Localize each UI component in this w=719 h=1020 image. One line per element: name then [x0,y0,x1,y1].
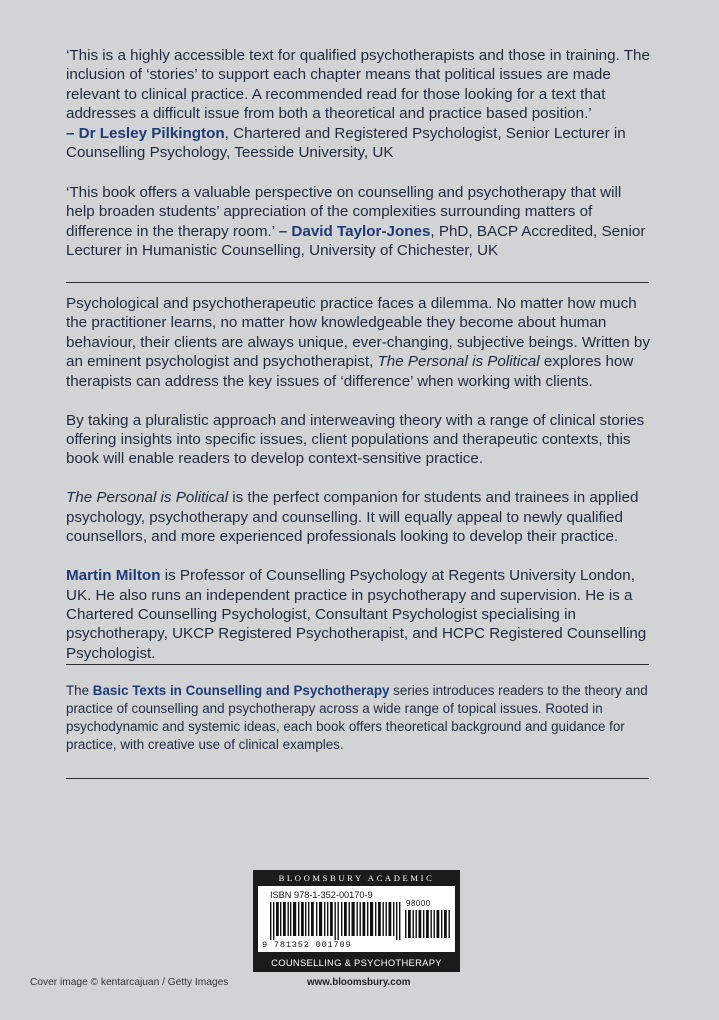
quote-pilkington [66,46,652,162]
description [66,294,652,663]
series-name: Basic Texts in Counselling and Psychotherapy [92,683,390,698]
description-paragraph [66,294,652,391]
divider-top [66,282,649,283]
book-title: The Personal is Political [377,353,540,371]
author-name: Martin Milton [66,567,161,585]
cover-image-credit: Cover image © kentarcajuan / Getty Images [30,977,229,988]
publisher-website: www.bloomsbury.com [307,977,411,988]
description-text: Psychological and psychotherapeutic practice faces a dilemma. No matter how much the practitioner learns, no matter how knowledgeable they become about human behaviour, their clients are always unique, ever-changing, subjective beings. Written by an eminent psychologist and psychotherapist, [66,295,650,371]
divider-middle [66,664,649,665]
series-text: The [66,683,93,698]
barcode-panel [258,886,455,952]
author-bio-text: is Professor of Counselling Psychology at Regents University London, UK. He also runs an independent practice in psychotherapy and supervision. He is a Chartered Counselling Psychologist, Consultant Psychologist specialising in psychotherapy, UKCP Registered Psychotherapist, and HCPC Registered Counselling Psychologist. [66,567,647,662]
author-bio [66,566,652,663]
publisher-name: BLOOMSBURY ACADEMIC [278,873,435,883]
description-paragraph [66,411,652,469]
description-text: explores how therapists can address the key issues of ‘difference’ when working with clients. [66,353,634,390]
ean-barcode [270,902,401,940]
book-title: The Personal is Political [66,489,229,507]
quote-author: – David Taylor-Jones [278,222,431,240]
quote-author: – Dr Lesley Pilkington [66,124,225,142]
price-barcode [405,910,451,938]
quote-text: ‘This book offers a valuable perspective on counselling and psychotherapy that will help broaden students’ appreciation of the complexities surrounding matters of difference in the therapy room.’ [66,184,622,240]
isbn-number: ISBN 978-1-352-00170-9 [270,890,373,900]
quote-affiliation: , Chartered and Registered Psychologist, Senior Lecturer in Counselling Psychology, Teesside University, UK [66,124,626,162]
quote-text: ‘This is a highly accessible text for qualified psychotherapists and those in training. The inclusion of ‘stories’ to support each chapter means that political issues are made relevant to clinical practice. A recommended read for those looking for a text that addresses a difficult issue from both a theoretical and practice based position.’ [66,47,650,123]
category-label: COUNSELLING & PSYCHOTHERAPY [271,957,442,968]
series-blurb [66,682,652,754]
description-paragraph [66,488,652,546]
quote-affiliation: , PhD, BACP Accredited, Senior Lecturer in Humanistic Counselling, University of Chichester, UK [66,222,646,260]
ean-digits: 9 781352 001709 [262,940,352,950]
series-text: series introduces readers to the theory and practice of counselling and psychotherapy across a wide range of topical issues. Rooted in psychodynamic and systemic ideas, each book offers theoretical background and guidance for practice, with creative use of clinical examples. [66,683,648,752]
divider-bottom [66,778,649,779]
barcode-block [253,870,460,972]
description-text: is the perfect companion for students and trainees in applied psychology, psychotherapy and counselling. It will equally appeal to newly qualified counsellors, and more experienced professionals looking to develop their practice. [66,489,639,546]
price-code: 98000 [406,899,431,908]
quote-taylor-jones [66,183,652,261]
description-text: By taking a pluralistic approach and interweaving theory with a range of clinical stories offering insights into specific issues, client populations and therapeutic contexts, this book will enable readers to develop context-sensitive practice. [66,411,645,468]
